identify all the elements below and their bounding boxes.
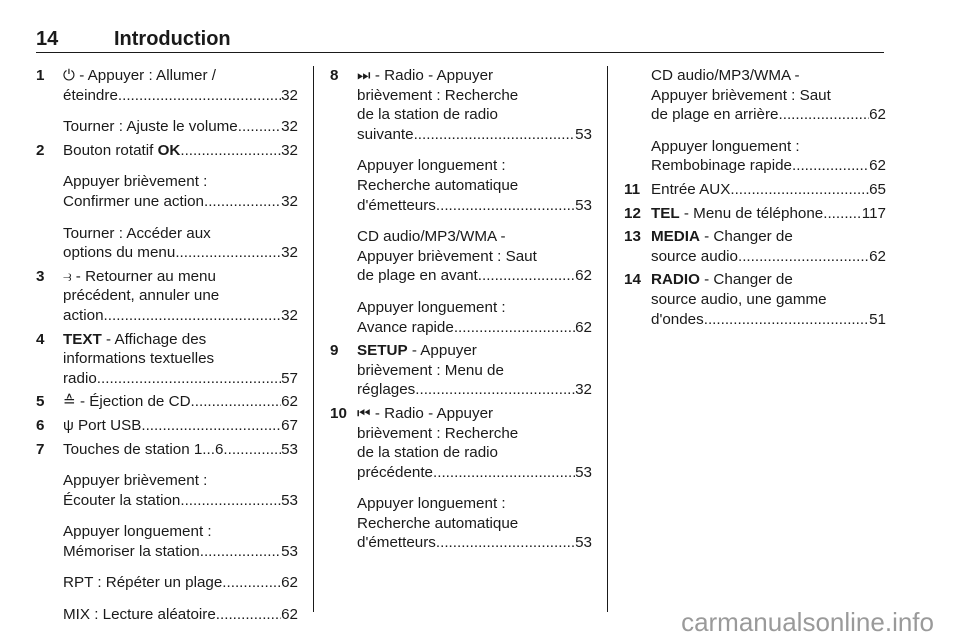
column-divider [313, 66, 314, 612]
page-ref: 53 [575, 463, 592, 481]
back-icon: ⥽ [63, 267, 72, 285]
page-header [36, 28, 884, 53]
entry-number: 11 [624, 180, 641, 198]
index-entry-7-sub: Appuyer brièvement : Écouter la station ..... 53 [36, 471, 298, 510]
page-ref: 53 [281, 491, 298, 509]
index-entry-7: 7 Touches de station 1...6 ..... 53 [36, 440, 298, 460]
page-ref: 53 [281, 542, 298, 560]
index-entry-7-sub: MIX : Lecture aléatoire ..... 62 [36, 605, 298, 625]
index-entry-2-sub: Appuyer brièvement : Confirmer une action ..... 32 [36, 172, 298, 211]
index-entry-8: 8 ⏭ - Radio - Appuyer brièvement : Recherche de la station de radio suivante ..... 53 [330, 66, 592, 144]
page-ref: 62 [575, 318, 592, 336]
index-entry-8-sub: CD audio/MP3/WMA - Appuyer brièvement : Saut de plage en avant ..... 62 [330, 227, 592, 286]
index-entry-11: 11 Entrée AUX ..... 65 [624, 180, 886, 200]
entry-number: 3 [36, 267, 45, 285]
index-entry-8-sub: Appuyer longuement : Avance rapide ..... 62 [330, 298, 592, 337]
index-entry-14: 14 RADIO - Changer de source audio, une gamme d'ondes ..... 51 [624, 270, 886, 329]
page-ref: 53 [575, 125, 592, 143]
index-entry-8-sub: Appuyer longuement : Recherche automatique d'émetteurs ..... 53 [330, 156, 592, 215]
entry-number: 5 [36, 393, 45, 411]
index-entry-12: 12 TEL - Menu de téléphone ..... 117 [624, 204, 886, 224]
entry-number: 7 [36, 440, 45, 458]
page-ref: 32 [281, 244, 298, 262]
index-entry-7-sub: Appuyer longuement : Mémoriser la station ..... 53 [36, 522, 298, 561]
index-entry-3: 3 ⥽ - Retourner au menu précédent, annuler une action ..... 32 [36, 267, 298, 326]
index-entry-10-sub: Appuyer longuement : Recherche automatique d'émetteurs ..... 53 [330, 494, 592, 553]
page-ref: 32 [281, 306, 298, 324]
entry-number: 6 [36, 416, 45, 434]
column-2 [330, 66, 592, 553]
page-ref: 62 [281, 574, 298, 592]
index-entry-13: 13 MEDIA - Changer de source audio ..... 62 [624, 227, 886, 266]
entry-number: 4 [36, 330, 45, 348]
watermark: carmanualsonline.info [681, 607, 934, 637]
page-ref: 32 [281, 192, 298, 210]
index-entry-1-sub: Tourner : Ajuste le volume ..... 32 [36, 117, 298, 137]
page-ref: 62 [869, 247, 886, 265]
page-ref: 32 [281, 86, 298, 104]
page-ref: 62 [575, 267, 592, 285]
entry-number: 10 [330, 404, 347, 422]
power-icon: ⏻ [63, 67, 76, 84]
page-ref: 117 [861, 204, 886, 222]
entry-number: 8 [330, 67, 339, 84]
index-entry-2: 2 Bouton rotatif OK ..... 32 [36, 141, 298, 161]
page-ref: 32 [575, 381, 592, 399]
index-entry-6: 6 ψ Port USB ..... 67 [36, 416, 298, 436]
index-entry-5: 5 ≙ - Éjection de CD ..... 62 [36, 392, 298, 412]
index-entry-2-sub: Tourner : Accéder aux options du menu ..... 32 [36, 224, 298, 263]
eject-icon: ≙ [63, 393, 76, 411]
page-ref: 65 [869, 180, 886, 198]
index-entry-10-sub: CD audio/MP3/WMA - Appuyer brièvement : Saut de plage en arrière ..... 62 [624, 66, 886, 125]
page-ref: 53 [575, 196, 592, 214]
previous-track-icon: ⏮ [357, 404, 371, 422]
usb-icon: ψ [63, 416, 74, 434]
entry-number: 1 [36, 67, 45, 84]
page-number: 14 [36, 28, 59, 50]
index-entry-9: 9 SETUP - Appuyer brièvement : Menu de réglages ..... 32 [330, 341, 592, 400]
entry-number: 14 [624, 271, 641, 289]
page-ref: 62 [869, 157, 886, 175]
page-ref: 53 [575, 534, 592, 552]
index-entry-1: 1 ⏻ - Appuyer : Allumer / éteindre ..... 32 [36, 66, 298, 105]
index-entry-10-sub: Appuyer longuement : Rembobinage rapide ..... 62 [624, 137, 886, 176]
page-ref: 62 [281, 606, 298, 624]
page-ref: 53 [281, 440, 298, 458]
page-ref: 67 [281, 416, 298, 434]
page-ref: 32 [281, 118, 298, 136]
page-title: Introduction [114, 28, 231, 50]
page-ref: 51 [869, 310, 886, 328]
page-ref: 57 [281, 369, 298, 387]
entry-number: 2 [36, 141, 45, 159]
entry-number: 13 [624, 228, 641, 246]
column-3 [624, 66, 886, 329]
index-entry-7-sub: RPT : Répéter un plage ..... 62 [36, 573, 298, 593]
column-1 [36, 66, 298, 625]
page-ref: 32 [281, 141, 298, 159]
page-ref: 62 [281, 393, 298, 411]
next-track-icon: ⏭ [357, 67, 371, 84]
entry-number: 9 [330, 342, 339, 360]
index-entry-10: 10 ⏮ - Radio - Appuyer brièvement : Recherche de la station de radio précédente ..... 53 [330, 404, 592, 482]
index-entry-4: 4 TEXT - Affichage des informations textuelles radio ..... 57 [36, 330, 298, 389]
column-divider [607, 66, 608, 612]
entry-number: 12 [624, 204, 641, 222]
page-ref: 62 [869, 106, 886, 124]
